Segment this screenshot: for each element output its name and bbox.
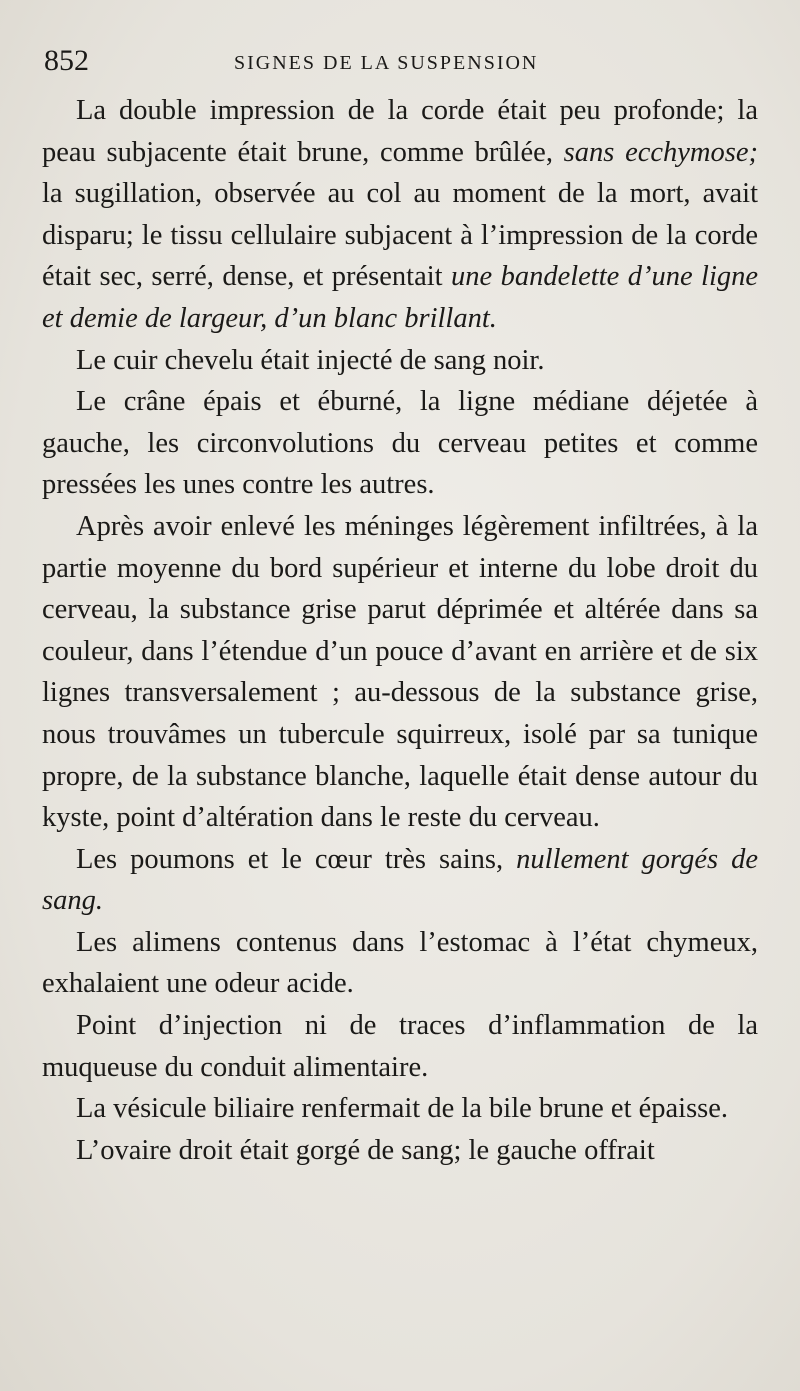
text-segment: Les alimens contenus dans l’estomac à l’état chymeux, exhalaient une odeur acide. [42, 926, 758, 1000]
text-segment: Point d’injection ni de traces d’inflammation de la muqueuse du conduit alimentaire. [42, 1010, 758, 1083]
italic-segment: une bandelette d’une ligne et demie de largeur, d’un blanc brillant. [42, 261, 759, 334]
paragraph [42, 839, 758, 922]
italic-segment: sans ecchymose; [563, 136, 758, 168]
text-segment: Les poumons et le cœur très sains, [76, 843, 517, 875]
paragraph [42, 1005, 758, 1088]
italic-segment: nullement gorgés de sang. [42, 843, 758, 917]
text-segment: la sugillation, observée au col au moment de la mort, avait disparu; le tissu cellulaire subjacent à l’impression de la corde était sec, serré, dense, et présentait [42, 178, 758, 293]
text-segment: Le cuir chevelu était injecté de sang noir. [76, 344, 545, 376]
paragraph [42, 1130, 758, 1172]
page-number: 852 [44, 44, 89, 77]
text-segment: Après avoir enlevé les méninges légèrement infiltrées, à la partie moyenne du bord supérieur et interne du lobe droit du cerveau, la substance grise parut déprimée et altérée dans sa couleur, dans l’étendue d’un pouce d’avant en arrière et de six lignes transversalement ; au-dessous de la substance grise, nous trouvâmes un tubercule squirreux, isolé par sa tunique propre, de la substance blanche, laquelle était dense autour du kyste, point d’altération dans le reste du cerveau. [42, 510, 758, 834]
text-segment: La vésicule biliaire renfermait de la bile brune et épaisse. [76, 1093, 729, 1125]
paragraph [42, 1088, 758, 1130]
body-text [42, 90, 758, 1171]
text-segment: La double impression de la corde était peu profonde; la peau subjacente était brune, comme brûlée, [42, 95, 758, 168]
running-title: SIGNES DE LA SUSPENSION [234, 52, 539, 74]
paragraph [42, 381, 758, 506]
paragraph [42, 506, 758, 839]
paragraph [42, 90, 758, 340]
text-segment: Le crâne épais et éburné, la ligne médiane déjetée à gauche, les circonvolutions du cerveau petites et comme pressées les unes contre les autres. [42, 386, 758, 501]
running-head [44, 44, 760, 78]
text-segment: L’ovaire droit était gorgé de sang; le gauche offrait [76, 1134, 655, 1166]
paragraph [42, 922, 758, 1005]
paragraph [42, 340, 758, 382]
